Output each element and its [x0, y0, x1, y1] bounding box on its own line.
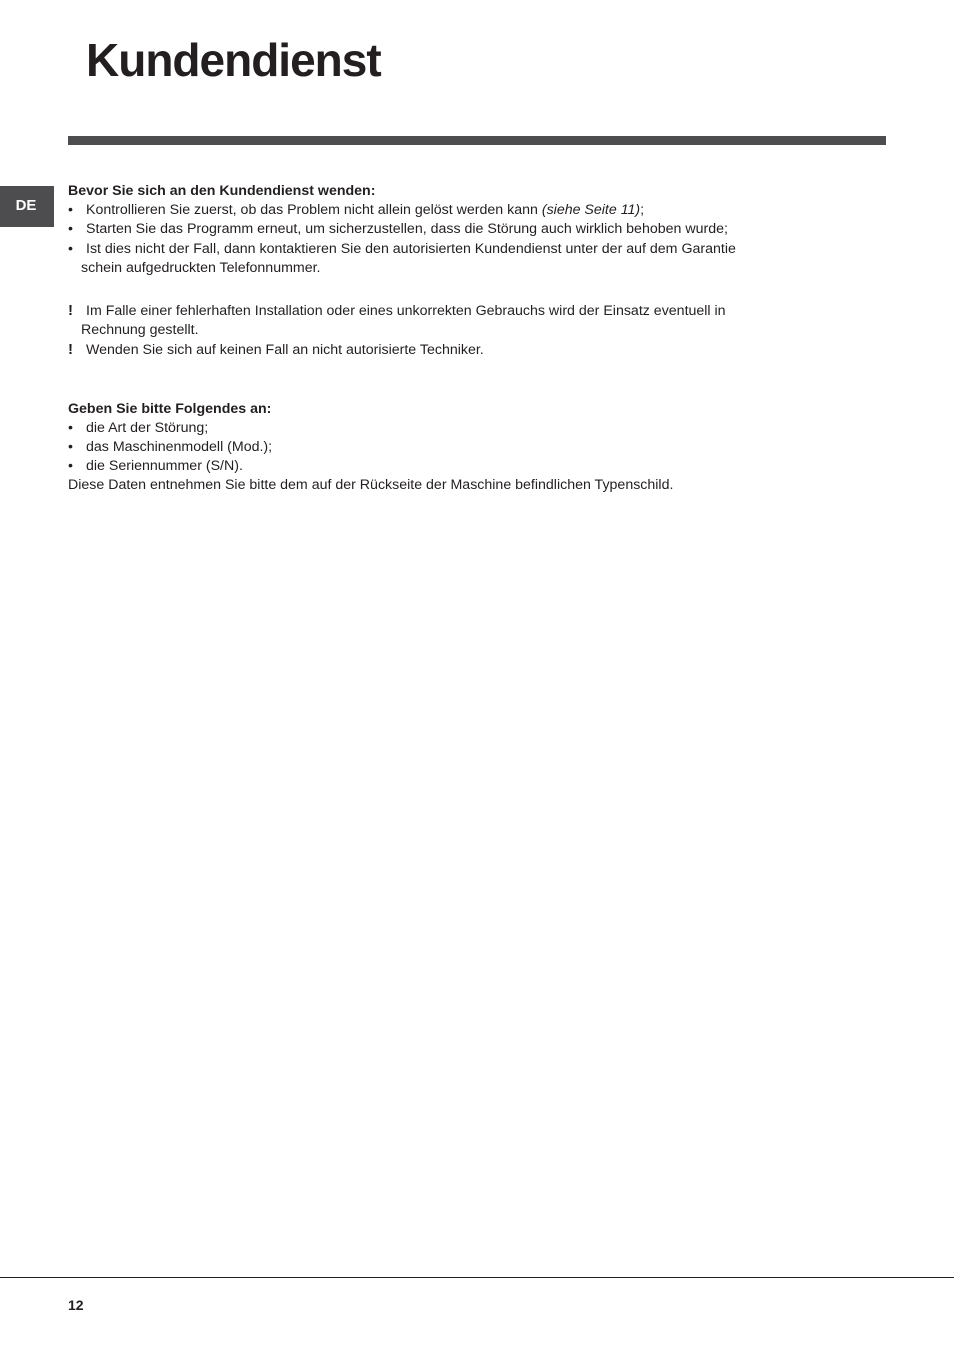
main-content — [68, 182, 768, 496]
bullet-icon: • — [68, 419, 73, 436]
list-item — [68, 457, 768, 476]
list-item-text: das Maschinenmodell (Mod.); — [86, 439, 273, 456]
list-item — [68, 438, 768, 457]
warning-notes — [68, 301, 768, 361]
footer-divider — [0, 1277, 954, 1278]
required-info-section — [68, 400, 768, 496]
warning-note-text: Wenden Sie sich auf keinen Fall an nicht autorisierte Techniker. — [86, 342, 484, 359]
section-heading-before-contact: Bevor Sie sich an den Kundendienst wenden: — [68, 183, 376, 199]
warning-note-text: Im Falle einer fehlerhaften Installation oder eines unkorrekten Gebrauchs wird der Einsatz eventuell in Rechnung gestellt. — [81, 303, 726, 339]
warning-note — [68, 301, 768, 340]
page-reference: (siehe Seite 11) — [541, 202, 641, 219]
bullet-icon: • — [68, 458, 73, 475]
language-tab: DE — [0, 186, 54, 227]
title-divider — [68, 136, 886, 145]
list-item-text: Ist dies nicht der Fall, dann kontaktieren Sie den autorisierten Kundendienst unter der auf dem Garantie schein aufgedruckten Telefonnummer. — [81, 240, 736, 276]
list-item — [68, 220, 768, 239]
warning-note — [68, 340, 768, 360]
bullet-icon: • — [68, 439, 73, 456]
required-info-list — [68, 419, 768, 477]
page-number: 12 — [68, 1297, 84, 1313]
bullet-icon: • — [68, 221, 73, 238]
checklist-before-contact — [68, 201, 768, 278]
list-item-text: Starten Sie das Programm erneut, um sicherzustellen, dass die Störung auch wirklich behoben wurde; — [86, 221, 728, 238]
exclamation-icon: ! — [68, 302, 73, 320]
list-item — [68, 201, 768, 220]
page-title: Kundendienst — [86, 34, 381, 86]
closing-paragraph: Diese Daten entnehmen Sie bitte dem auf der Rückseite der Maschine befindlichen Typenschild. — [68, 477, 674, 494]
list-item — [68, 419, 768, 438]
list-item — [68, 240, 768, 278]
exclamation-icon: ! — [68, 341, 73, 359]
list-item-text: die Art der Störung; — [86, 419, 209, 436]
section-heading-required-info: Geben Sie bitte Folgendes an: — [68, 400, 272, 417]
list-item-text: die Seriennummer (S/N). — [86, 458, 243, 475]
bullet-icon: • — [68, 240, 73, 257]
bullet-icon: • — [68, 202, 73, 219]
list-item-text: Kontrollieren Sie zuerst, ob das Problem nicht allein gelöst werden kann — [86, 202, 542, 219]
list-item-tail: ; — [640, 202, 645, 219]
